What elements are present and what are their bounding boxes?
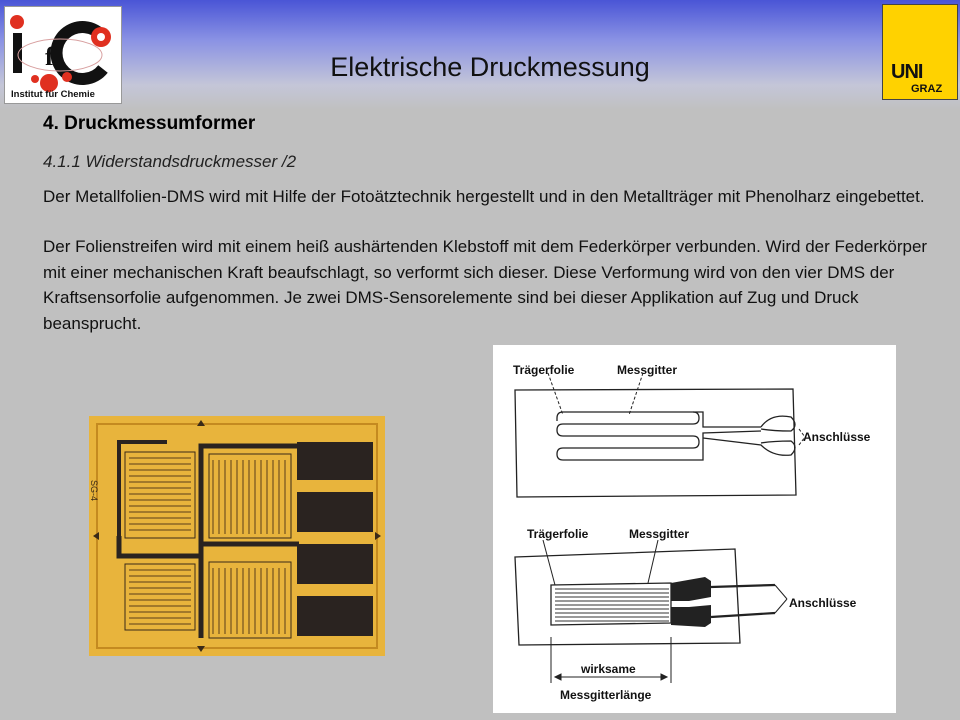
strain-gauge-diagram (493, 345, 896, 713)
uni-graz-logo (882, 4, 958, 100)
label-active-length-2: Messgitterlänge (560, 688, 652, 702)
label-measuring-grid-top: Messgitter (617, 363, 678, 377)
label-carrier-foil-top: Trägerfolie (513, 363, 575, 377)
graz-logo-text: GRAZ (911, 83, 943, 95)
label-measuring-grid-bottom: Messgitter (629, 527, 690, 541)
paragraph-1: Der Metallfolien-DMS wird mit Hilfe der Fotoätztechnik hergestellt und in den Metallträger mit Phenolharz eingebettet. (43, 187, 925, 206)
label-carrier-foil-bottom: Trägerfolie (527, 527, 589, 541)
label-connections-bottom: Anschlüsse (789, 596, 857, 610)
label-active-length-1: wirksame (581, 662, 636, 676)
paragraph-2: Der Folienstreifen wird mit einem heiß aushärtenden Klebstoff mit dem Federkörper verbunden. Wird der Federkörper mit einer mechanischen Kraft beaufschlagt, so verformt sich dieser. Diese Verformung wird von den vier DMS der Kraftsensorfolie aufgenommen. Je zwei DMS-Sensorelemente sind bei dieser Applikation auf Zug und Druck beansprucht. (43, 237, 928, 333)
strain-gauge-photo (89, 416, 385, 656)
slide-title: Elektrische Druckmessung (330, 52, 650, 82)
svg-text:f: f (45, 42, 54, 71)
label-connections-top: Anschlüsse (803, 430, 871, 444)
uni-logo-text: UNI (891, 61, 923, 83)
section-heading: 4. Druckmessumformer (43, 113, 256, 134)
subsection-heading: 4.1.1 Widerstandsdruckmesser /2 (43, 152, 297, 171)
ifc-logo-text: Institut für Chemie (11, 89, 95, 100)
ifc-logo (4, 6, 122, 104)
photo-side-text: SG-4 (89, 480, 99, 502)
